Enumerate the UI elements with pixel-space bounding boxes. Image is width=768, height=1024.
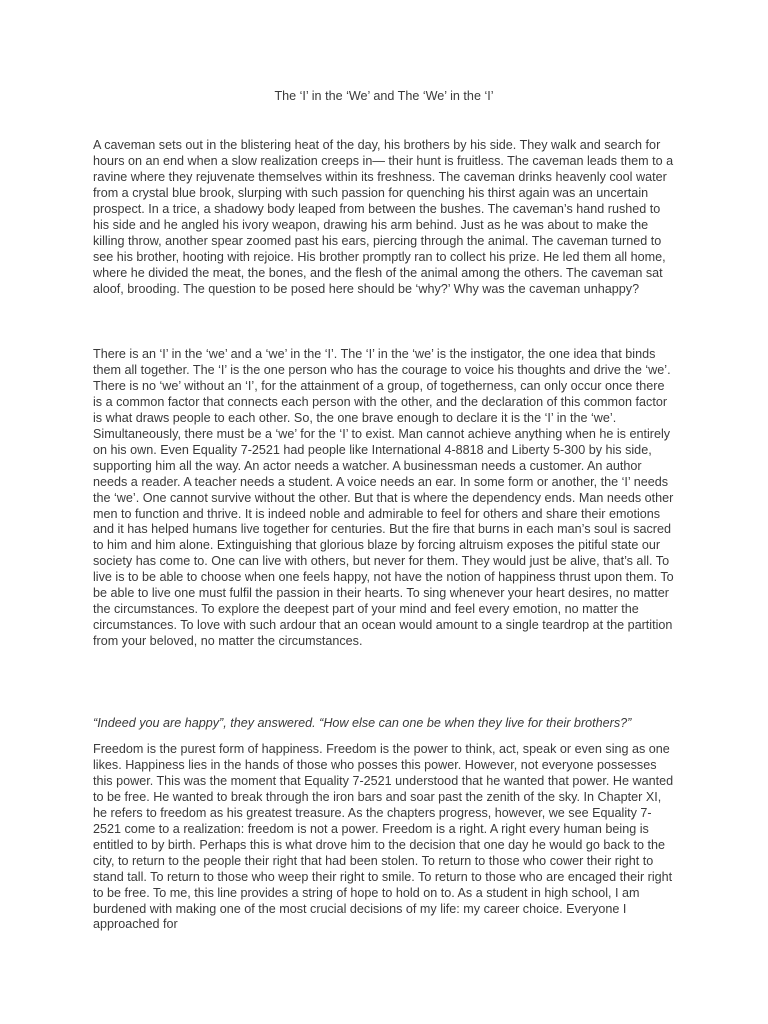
document-title: The ‘I’ in the ‘We’ and The ‘We’ in the ‘I’ bbox=[274, 89, 494, 103]
paragraph-freedom: Freedom is the purest form of happiness. Freedom is the power to think, act, speak or even sing as one likes. Happiness lies in the hands of those who posses this power. However, not everyone possesses this power. This was the moment that Equality 7-2521 understood that he wanted that power. He wanted to be free. He wanted to break through the iron bars and soar past the zenith of the sky. In Chapter XI, he refers to freedom as his greatest treasure. As the chapters progress, however, we see Equality 7-2521 come to a realization: freedom is not a power. Freedom is a right. A right every human being is entitled to by birth. Perhaps this is what drove him to the decision that one day he would go back to the city, to return to the people their right that had been stolen. To return to those who cower their right to stand tall. To return to those who weep their right to smile. To return to those who are encaged their right to be free. To me, this line provides a string of hope to hold on to. As a student in high school, I am burdened with making one of the most crucial decisions of my life: my career choice. Everyone I approached for bbox=[93, 742, 674, 932]
quote-paragraph: “Indeed you are happy”, they answered. “How else can one be when they live for their brothers?” bbox=[93, 716, 632, 730]
paragraph-i-in-we: There is an ‘I’ in the ‘we’ and a ‘we’ in the ‘I’. The ‘I’ in the ‘we’ is the instigator, the one idea that binds them all together. The ‘I’ is the one person who has the courage to voice his thoughts and drive the ‘we’. There is no ‘we’ without an ‘I’, for the attainment of a group, of togetherness, can only occur once there is a common factor that connects each person with the other, and the declaration of this common factor is what draws people to each other. So, the one brave enough to declare it is the ‘I’ in the ‘we’. Simultaneously, there must be a ‘we’ for the ‘I’ to exist. Man cannot achieve anything when he is entirely on his own. Even Equality 7-2521 had people like International 4-8818 and Liberty 5-300 by his side, supporting him all the way. An actor needs a watcher. A businessman needs a customer. An author needs a reader. A teacher needs a student. A voice needs an ear. In some form or another, the ‘I’ needs the ‘we’. One cannot survive without the other. But that is where the dependency ends. Man needs other men to function and thrive. It is indeed noble and admirable to feel for others and share their emotions and it has helped humans live together for centuries. But the fire that burns in each man’s soul is sacred to him and him alone. Extinguishing that glorious blaze by forcing altruism exposes the pitiful state our society has come to. One can live with others, but never for them. They would just be alive, that’s all. To live is to be able to choose when one feels happy, not have the notion of happiness thrust upon them. To be able to live one must fulfil the passion in their hearts. To sing whenever your heart desires, no matter the circumstances. To explore the deepest part of your mind and feel every emotion, no matter the circumstances. To love with such ardour that an ocean would amount to a single teardrop at the partition from your beloved, no matter the circumstances. bbox=[93, 347, 674, 649]
paragraph-caveman: A caveman sets out in the blistering heat of the day, his brothers by his side. They walk and search for hours on an end when a slow realization creeps in— their hunt is fruitless. The caveman leads them to a ravine where they rejuvenate themselves within its freshness. The caveman drinks heavenly cool water from a crystal blue brook, slurping with such passion for quenching his thirst again was an uncertain prospect. In a trice, a shadowy body leaped from between the bushes. The caveman’s hand rushed to his side and he angled his ivory weapon, drawing his arm behind. Just as he was about to make the killing throw, another spear zoomed past his ears, piercing through the animal. The caveman turned to see his brother, hooting with rejoice. His brother promptly ran to collect his prize. He led them all home, where he divided the meat, the bones, and the flesh of the animal among the others. The caveman sat aloof, brooding. The question to be posed here should be ‘why?’ Why was the caveman unhappy? bbox=[93, 138, 674, 296]
